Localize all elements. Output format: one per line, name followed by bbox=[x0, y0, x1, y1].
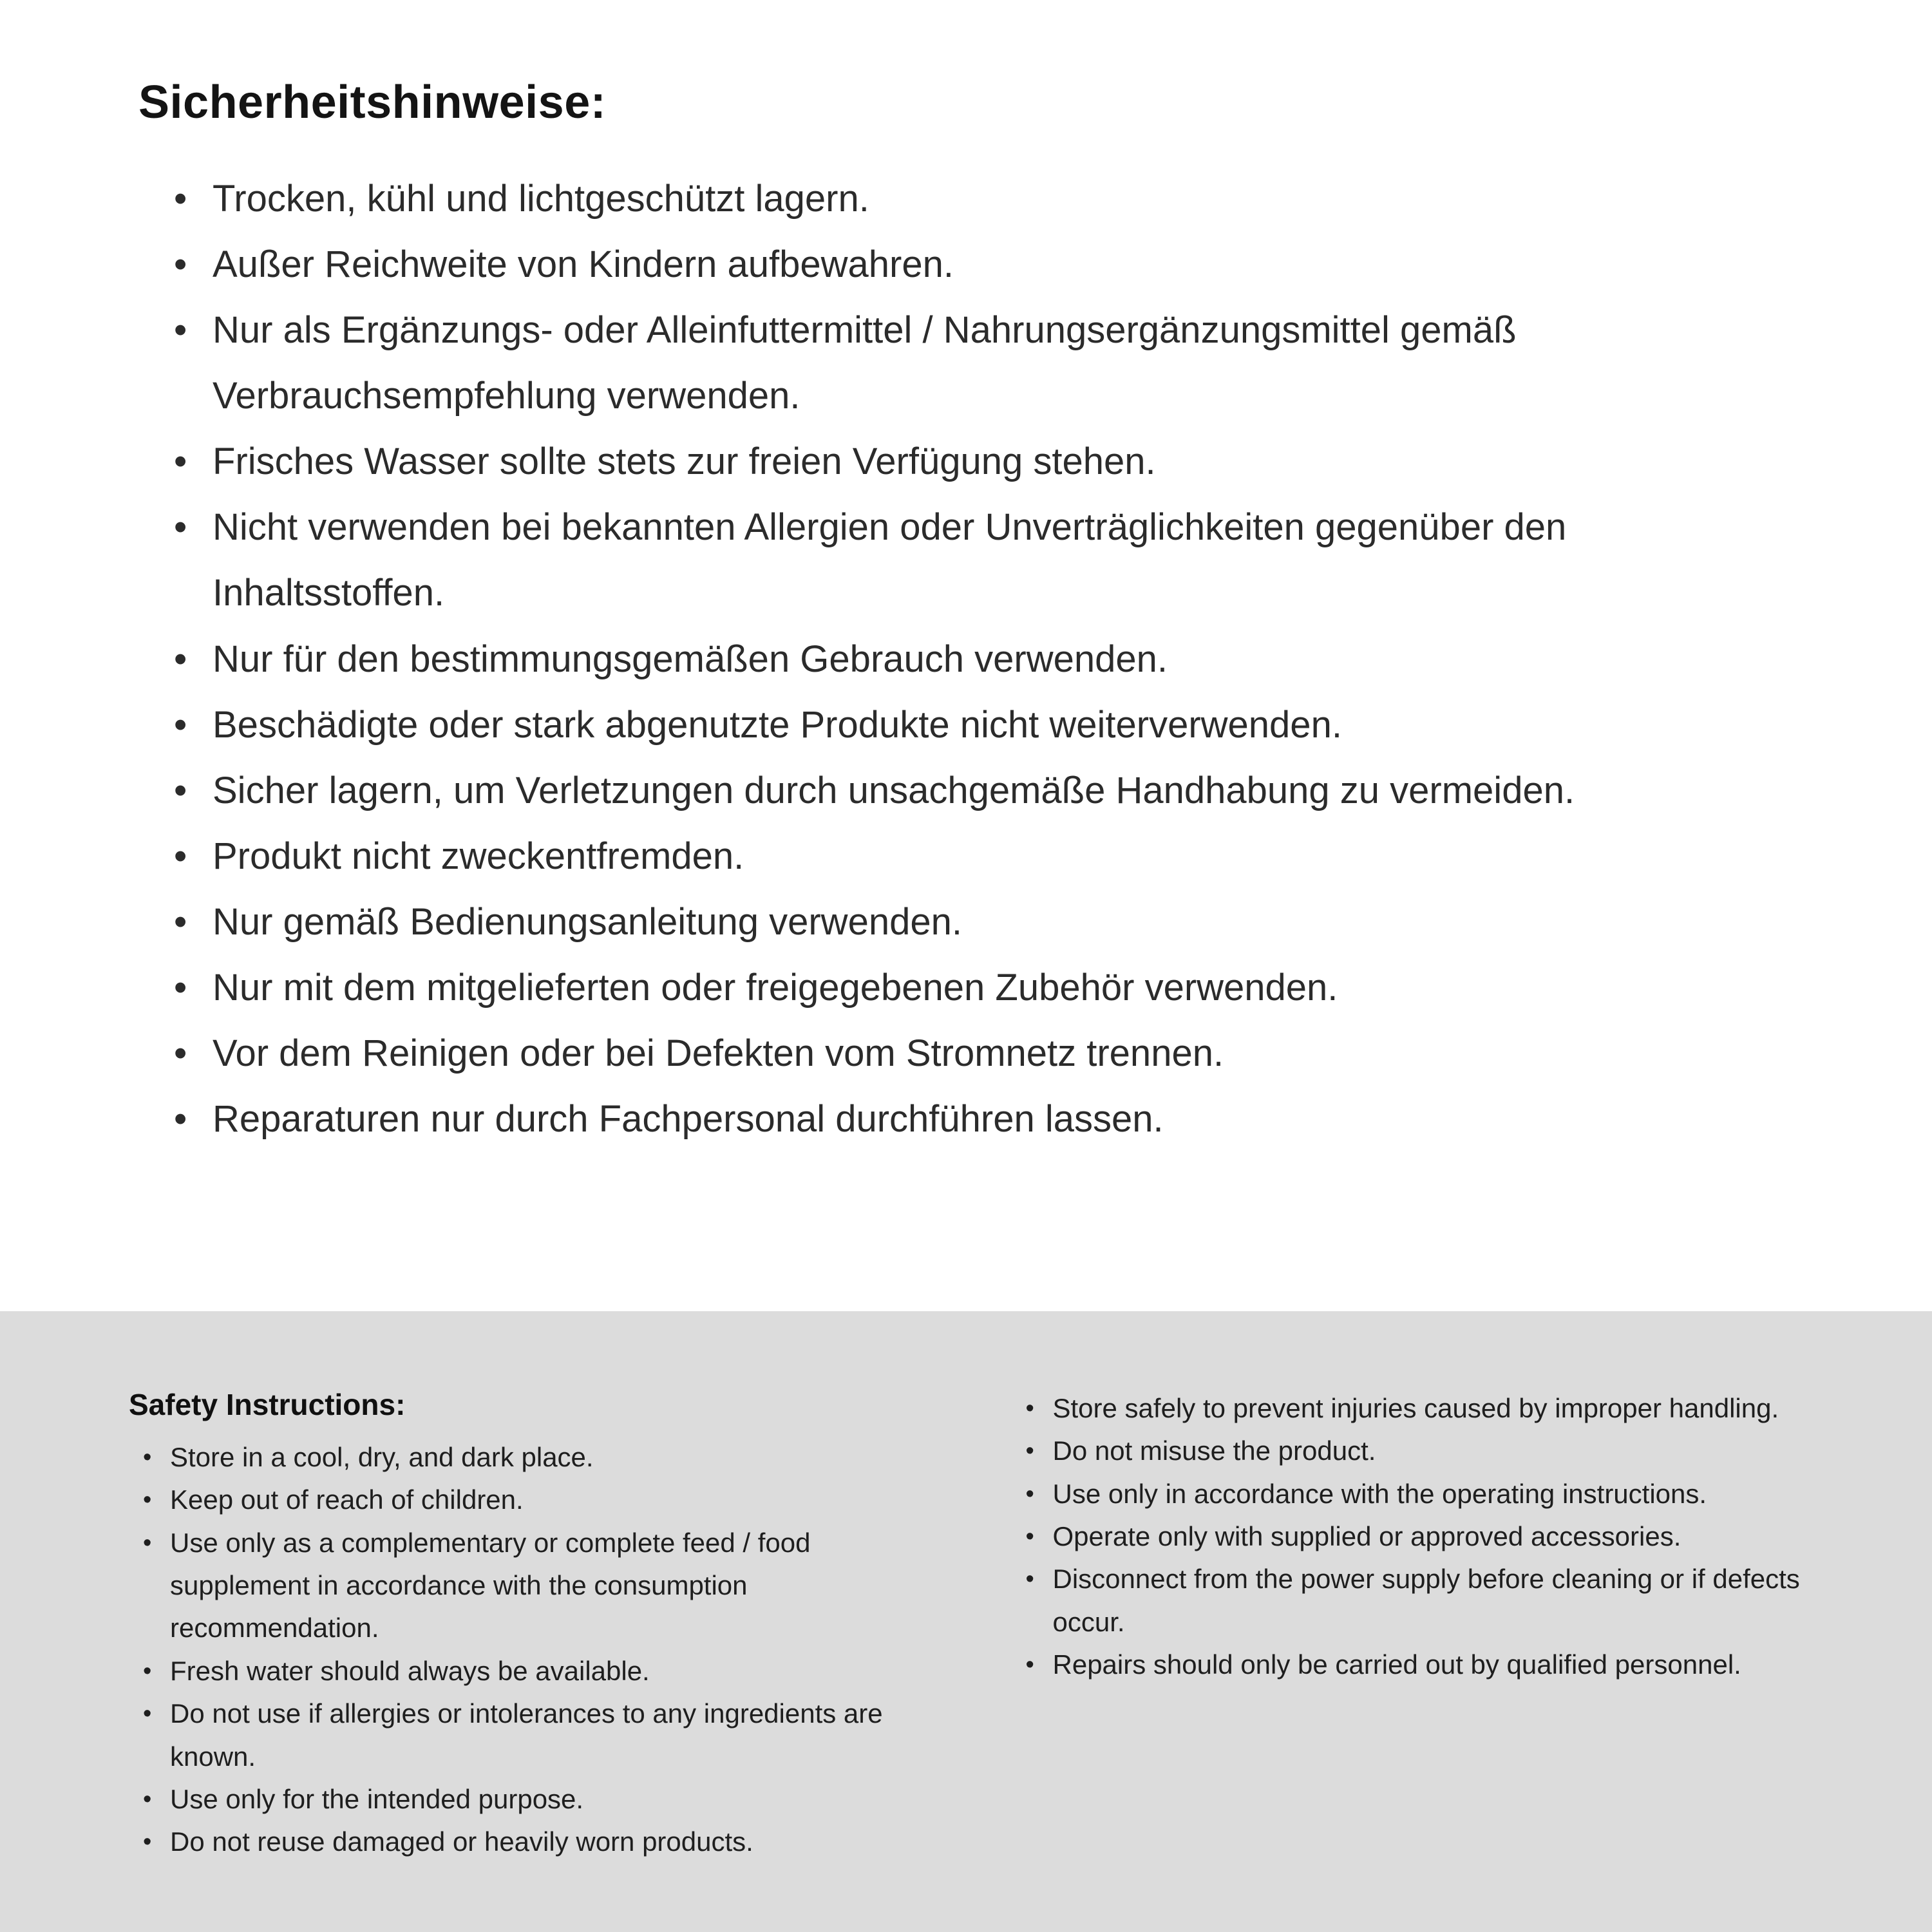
safety-item-en: • Fresh water should always be available. bbox=[143, 1650, 926, 1692]
safety-item-de: • Sicher lagern, um Verletzungen durch unsachgemäße Handhabung zu vermeiden. bbox=[174, 758, 1719, 824]
german-heading: Sicherheitshinweise: bbox=[138, 77, 607, 128]
english-left-column bbox=[129, 1387, 926, 1864]
safety-item-en: • Disconnect from the power supply before cleaning or if defects occur. bbox=[1026, 1558, 1823, 1643]
safety-item-en: • Store safely to prevent injuries caused by improper handling. bbox=[1026, 1387, 1823, 1430]
safety-item-de: • Nur gemäß Bedienungsanleitung verwenden. bbox=[174, 889, 1719, 955]
safety-item-en: • Do not misuse the product. bbox=[1026, 1430, 1823, 1472]
english-safety-list-left bbox=[129, 1436, 926, 1864]
safety-item-en: • Keep out of reach of children. bbox=[143, 1479, 926, 1521]
safety-item-de: • Produkt nicht zweckentfremden. bbox=[174, 824, 1719, 889]
safety-item-de: • Frisches Wasser sollte stets zur freien Verfügung stehen. bbox=[174, 429, 1719, 495]
safety-item-de: • Vor dem Reinigen oder bei Defekten vom Stromnetz trennen. bbox=[174, 1021, 1719, 1086]
safety-item-en: • Do not reuse damaged or heavily worn products. bbox=[143, 1821, 926, 1863]
safety-item-de: • Nur für den bestimmungsgemäßen Gebrauch verwenden. bbox=[174, 627, 1719, 692]
safety-item-de: • Außer Reichweite von Kindern aufbewahren. bbox=[174, 232, 1719, 298]
safety-item-de: • Nur als Ergänzungs- oder Alleinfuttermittel / Nahrungsergänzungsmittel gemäß Verbrauchsempfehlung verwenden. bbox=[174, 298, 1719, 429]
safety-item-en: • Store in a cool, dry, and dark place. bbox=[143, 1436, 926, 1479]
safety-item-de: • Nicht verwenden bei bekannten Allergien oder Unverträglichkeiten gegenüber den Inhaltsstoffen. bbox=[174, 495, 1719, 626]
english-safety-section bbox=[0, 1311, 1932, 1932]
safety-item-de: • Reparaturen nur durch Fachpersonal durchführen lassen. bbox=[174, 1086, 1719, 1152]
safety-item-en: • Use only as a complementary or complete feed / food supplement in accordance with the consumption recommendation. bbox=[143, 1522, 926, 1650]
safety-item-en: • Repairs should only be carried out by qualified personnel. bbox=[1026, 1643, 1823, 1686]
safety-item-de: • Beschädigte oder stark abgenutzte Produkte nicht weiterverwenden. bbox=[174, 692, 1719, 758]
safety-item-en: • Do not use if allergies or intolerances to any ingredients are known. bbox=[143, 1692, 926, 1778]
safety-item-en: • Use only in accordance with the operating instructions. bbox=[1026, 1473, 1823, 1515]
safety-item-de: • Nur mit dem mitgelieferten oder freigegebenen Zubehör verwenden. bbox=[174, 955, 1719, 1021]
english-right-column bbox=[1026, 1387, 1823, 1687]
english-heading: Safety Instructions: bbox=[129, 1388, 406, 1421]
english-safety-list-right bbox=[1026, 1387, 1823, 1687]
safety-item-de: • Trocken, kühl und lichtgeschützt lagern. bbox=[174, 166, 1719, 232]
english-columns bbox=[129, 1387, 1823, 1864]
german-safety-list bbox=[138, 166, 1719, 1152]
safety-item-en: • Operate only with supplied or approved accessories. bbox=[1026, 1515, 1823, 1558]
safety-item-en: • Use only for the intended purpose. bbox=[143, 1778, 926, 1821]
